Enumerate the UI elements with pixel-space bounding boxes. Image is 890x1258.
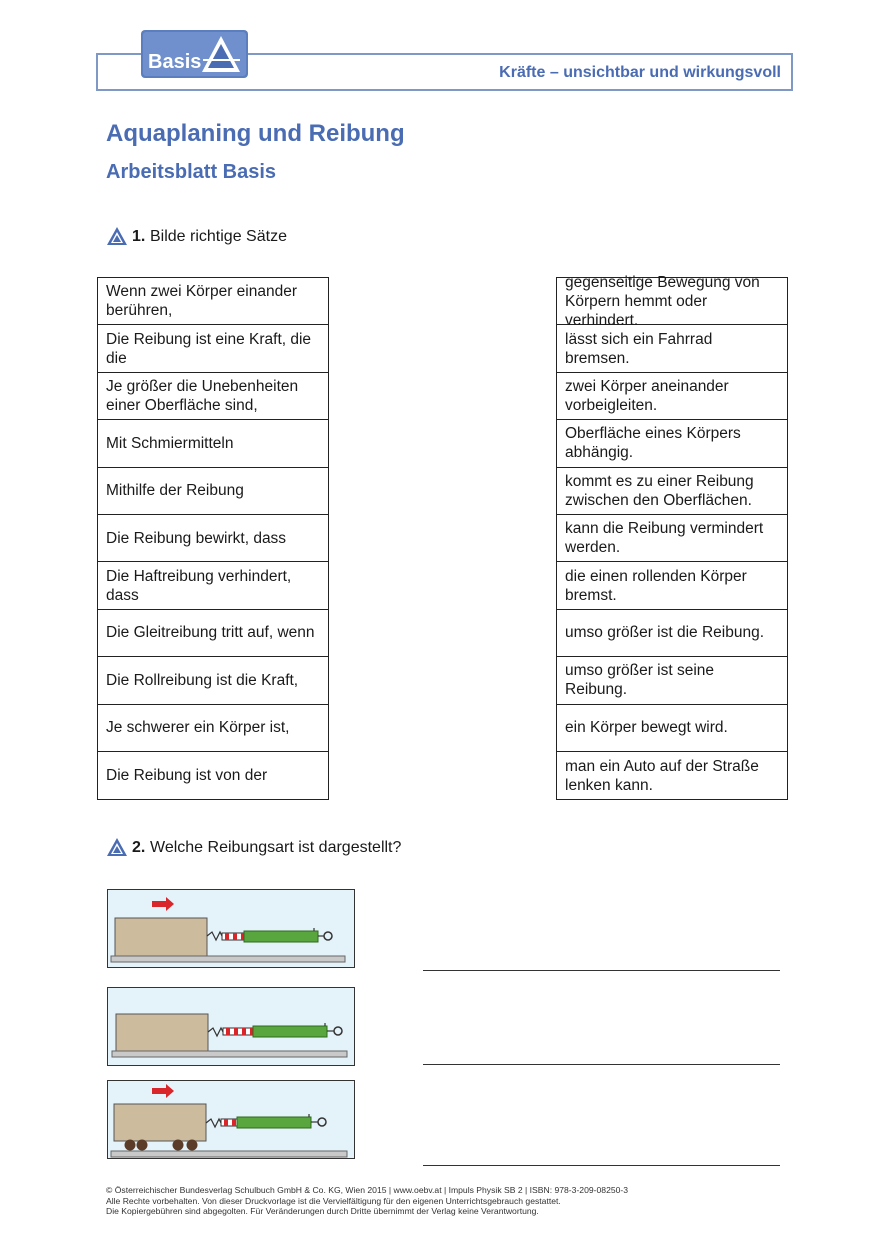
right-cell[interactable]: ein Körper bewegt wird. [557, 705, 787, 752]
left-cell[interactable]: Wenn zwei Körper einander berühren, [98, 278, 328, 325]
left-cell[interactable]: Die Reibung bewirkt, dass [98, 515, 328, 562]
right-cell[interactable]: zwei Körper aneinander vorbeigleiten. [557, 373, 787, 420]
header-subject: Kräfte – unsichtbar und wirkungsvoll [499, 64, 781, 81]
box [116, 1014, 208, 1051]
left-cell[interactable]: Die Rollreibung ist die Kraft, [98, 657, 328, 704]
right-cell[interactable]: lässt sich ein Fahrrad bremsen. [557, 325, 787, 372]
illustration-static-friction [107, 889, 355, 968]
triangle-icon [106, 226, 128, 246]
left-cell[interactable]: Mithilfe der Reibung [98, 468, 328, 515]
right-cell[interactable]: kann die Reibung vermindert werden. [557, 515, 787, 562]
illustration-rolling-friction [107, 1080, 355, 1159]
triangle-icon [106, 837, 128, 857]
footer-line: © Österreichischer Bundesverlag Schulbuch GmbH & Co. KG, Wien 2015 | www.oebv.at | Impuls Physik SB 2 | ISBN: 978-3-209-08250-3 [106, 1185, 629, 1195]
page-title: Aquaplaning und Reibung [106, 120, 405, 147]
left-cell[interactable]: Die Reibung ist eine Kraft, die die [98, 325, 328, 372]
right-column-table [556, 273, 788, 800]
arrow-icon [152, 1084, 174, 1098]
left-cell[interactable]: Je schwerer ein Körper ist, [98, 705, 328, 752]
answer-line[interactable] [423, 1165, 780, 1166]
box [114, 1104, 206, 1141]
right-cell[interactable]: man ein Auto auf der Straße lenken kann. [565, 757, 759, 794]
task-1-number: 1. [132, 228, 146, 245]
wheel [125, 1140, 136, 1151]
illustration-sliding-friction [107, 987, 355, 1066]
box [115, 918, 207, 956]
footer-line: Die Kopiergebühren sind abgegolten. Für Veränderungen durch Dritte übernimmt der Verlag keine Verantwortung. [106, 1206, 539, 1216]
task-1-text: Bilde richtige Sätze [150, 228, 287, 245]
floor [111, 956, 345, 962]
wheel [173, 1140, 184, 1151]
right-cell[interactable]: kommt es zu einer Reibung zwischen den Oberflächen. [557, 468, 787, 515]
right-cell[interactable]: die einen rollenden Körper bremst. [557, 562, 787, 609]
right-cell[interactable]: Oberfläche eines Körpers abhängig. [557, 420, 787, 467]
answer-line[interactable] [423, 1064, 780, 1065]
spring-scale [237, 1117, 311, 1128]
left-cell[interactable]: Die Gleitreibung tritt auf, wenn [98, 610, 328, 657]
wheel [137, 1140, 148, 1151]
basis-logo [141, 30, 248, 78]
left-cell[interactable]: Je größer die Unebenheiten einer Oberfläche sind, [98, 373, 328, 420]
answer-line[interactable] [423, 970, 780, 971]
floor [112, 1051, 347, 1057]
left-cell[interactable]: Die Reibung ist von der [106, 767, 268, 785]
arrow-icon [152, 897, 174, 911]
spring-scale [253, 1026, 327, 1037]
task-2-text: Welche Reibungsart ist dargestellt? [150, 839, 402, 856]
left-column-table [97, 277, 329, 800]
right-cell[interactable]: gegenseitige Bewegung von Körpern hemmt oder verhindert. [557, 278, 787, 325]
logo-text: Basis [148, 51, 202, 73]
floor [111, 1151, 347, 1157]
task-2-number: 2. [132, 839, 146, 856]
left-cell[interactable]: Die Haftreibung verhindert, dass [98, 562, 328, 609]
left-cell[interactable]: Mit Schmiermitteln [98, 420, 328, 467]
right-cell[interactable]: umso größer ist seine Reibung. [557, 657, 787, 704]
wheel [187, 1140, 198, 1151]
footer [106, 1185, 628, 1217]
spring-scale [244, 931, 318, 942]
right-cell[interactable]: umso größer ist die Reibung. [557, 610, 787, 657]
footer-line: Alle Rechte vorbehalten. Von dieser Druckvorlage ist die Vervielfältigung für den eigenen Unterrichtsgebrauch gestattet. [106, 1195, 561, 1206]
page-subtitle: Arbeitsblatt Basis [106, 161, 277, 183]
